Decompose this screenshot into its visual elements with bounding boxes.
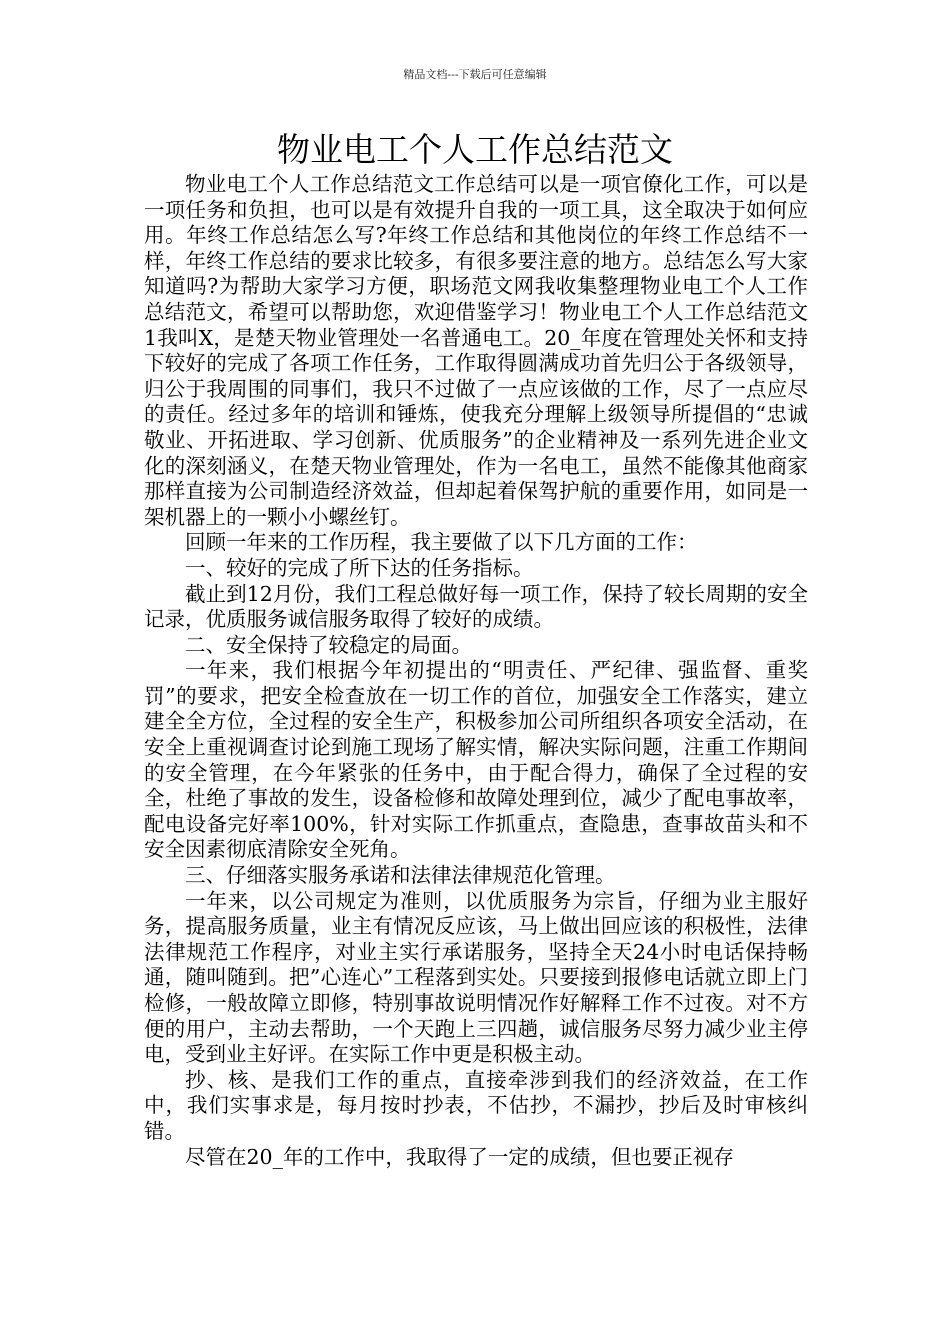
paragraph: 一年来，以公司规定为准则，以优质服务为宗旨，仔细为业主服好务，提高服务质量，业主有情况反应该，马上做出回应该的积极性，法律法律规范工作程序，对业主实行承诺服务，坚持全天24小时电话保持畅通，随叫随到。把”心连心”工程落到实处。只要接到报修电话就立即上门检修，一般故障立即修，特别事故说明情况作好解释工作不过夜。对不方便的用户，主动去帮助，一个天跑上三四趟，诚信服务尽努力减少业主停电，受到业主好评。在实际工作中更是积极主动。 <box>144 888 808 1067</box>
section-heading: 一、较好的完成了所下达的任务指标。 <box>185 555 534 580</box>
paragraph: 抄、核、是我们工作的重点，直接牵涉到我们的经济效益，在工作中，我们实事求是，每月按时抄表，不估抄，不漏抄，抄后及时审核纠错。 <box>144 1067 808 1143</box>
section-heading: 三、仔细落实服务承诺和法律法律规范化管理。 <box>185 863 616 888</box>
paragraph: 一年来，我们根据今年初提出的“明责任、严纪律、强监督、重奖罚”的要求，把安全检查放在一切工作的首位，加强安全工作落实，建立建全全方位，全过程的安全生产，积极参加公司所组织各项安全活动，在安全上重视调查讨论到施工现场了解实情，解决实际问题，注重工作期间的安全管理，在今年紧张的任务中，由于配合得力，确保了全过程的安全，杜绝了事故的发生，设备检修和故障处理到位，减少了配电事故率，配电设备完好率100%，针对实际工作抓重点，查隐患，查事故苗头和不安全因素彻底清除安全死角。 <box>144 658 808 862</box>
paragraph: 尽管在20_年的工作中，我取得了一定的成绩，但也要正视存 <box>185 1144 734 1169</box>
page-header-note: 精品文档---下载后可任意编辑 <box>403 68 547 81</box>
section-heading: 二、安全保持了较稳定的局面。 <box>185 632 472 657</box>
paragraph: 截止到12月份，我们工程总做好每一项工作，保持了较长周期的安全记录，优质服务诚信服务取得了较好的成绩。 <box>144 581 808 632</box>
paragraph: 回顾一年来的工作历程，我主要做了以下几方面的工作： <box>185 530 698 555</box>
paragraph: 物业电工个人工作总结范文工作总结可以是一项官僚化工作，可以是一项任务和负担，也可以是有效提升自我的一项工具，这全取决于如何应用。年终工作总结怎么写?年终工作总结和其他岗位的年终工作总结不一样，年终工作总结的要求比较多，有很多要注意的地方。总结怎么写大家知道吗?为帮助大家学习方便，职场范文网我收集整理物业电工个人工作总结范文，希望可以帮助您，欢迎借鉴学习！物业电工个人工作总结范文1我叫X，是楚天物业管理处一名普通电工。20_年度在管理处关怀和支持下较好的完成了各项工作任务，工作取得圆满成功首先归公于各级领导，归公于我周围的同事们，我只不过做了一点应该做的工作，尽了一点应尽的责任。经过多年的培训和锤炼，使我充分理解上级领导所提倡的“忠诚敬业、开拓进取、学习创新、优质服务”的企业精神及一系列先进企业文化的深刻涵义，在楚天物业管理处，作为一名电工，虽然不能像其他商家那样直接为公司制造经济效益，但却起着保驾护航的重要作用，如同是一架机器上的一颗小小螺丝钉。 <box>144 172 808 529</box>
document-title: 物业电工个人工作总结范文 <box>277 130 673 169</box>
document-body <box>144 172 808 1170</box>
